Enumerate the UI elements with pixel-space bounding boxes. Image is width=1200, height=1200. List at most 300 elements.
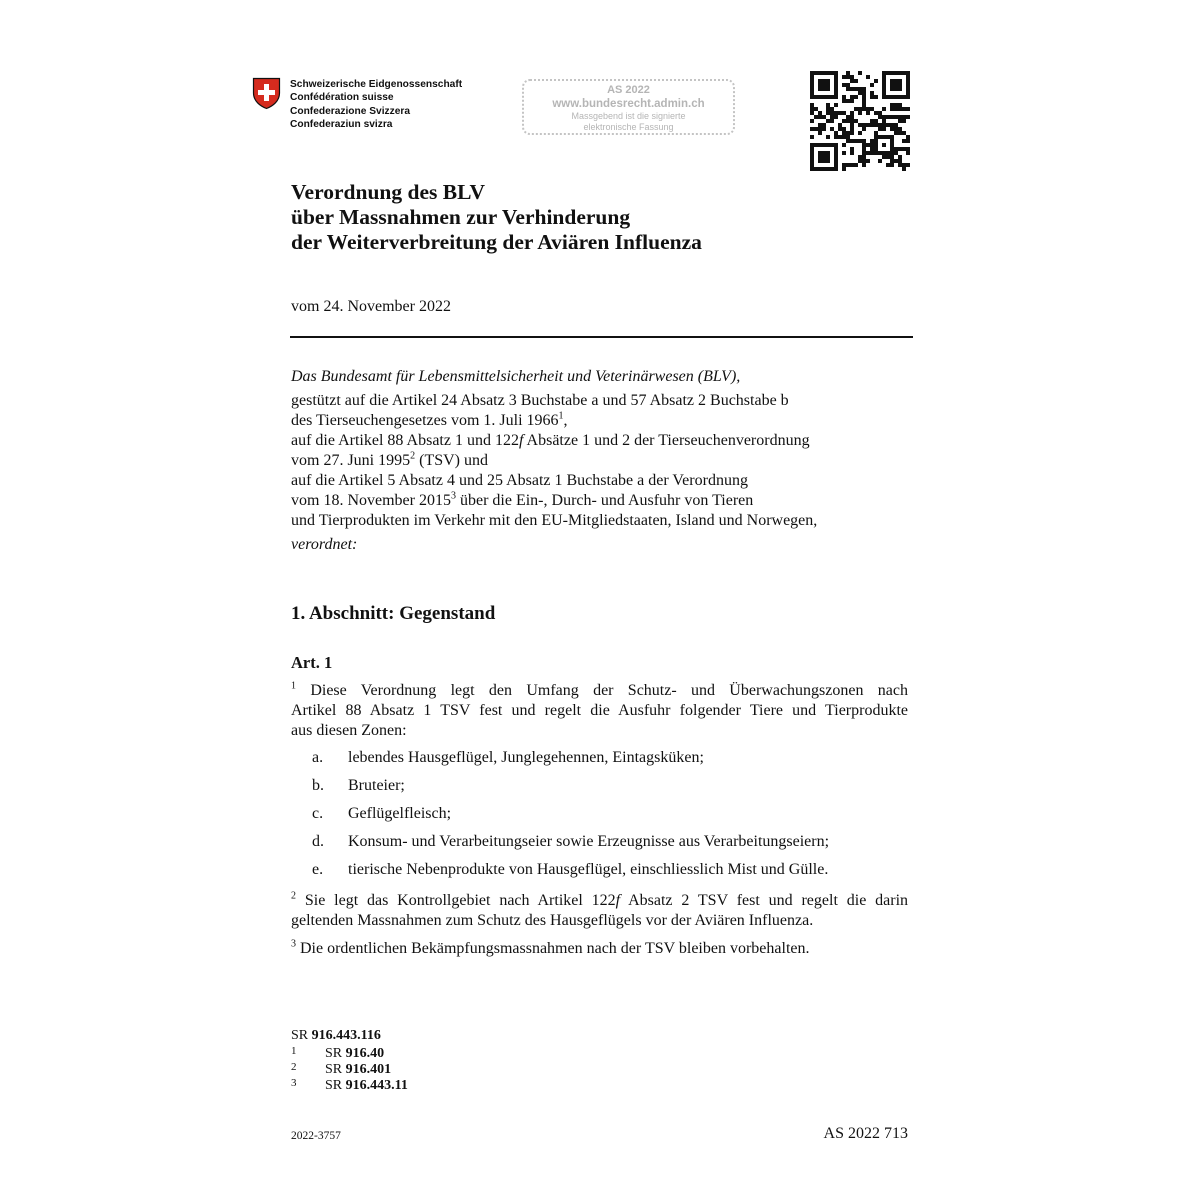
qr-module [878,111,882,115]
list-item-text: Geflügelfleisch; [348,805,452,822]
qr-module [894,159,898,163]
qr-module [818,167,822,171]
footnote-reference[interactable] [325,1046,384,1062]
qr-module [878,127,882,131]
qr-module [906,151,910,155]
qr-module [894,131,898,135]
qr-module [866,123,870,127]
qr-module [906,75,910,79]
qr-module [826,111,830,115]
list-item-text: lebendes Hausgeflügel, Junglegehennen, Eintagsküken; [348,749,704,766]
paragraph-line: Artikel 88 Absatz 1 TSV fest und regelt die Ausfuhr folgender Tiere und Tierprodukte [291,702,908,719]
qr-module [826,167,830,171]
qr-module [842,119,846,123]
paragraph-text: Sie legt das Kontrollgebiet nach Artikel 122 [304,892,616,909]
qr-module [822,159,826,163]
footnote-number: 1 [291,1045,297,1057]
qr-module [818,115,822,119]
qr-module [862,91,866,95]
qr-module [878,151,882,155]
qr-module [894,83,898,87]
qr-module [862,159,866,163]
qr-module [858,91,862,95]
qr-module [890,79,894,83]
qr-module [810,163,814,167]
qr-module [850,151,854,155]
qr-module [826,151,830,155]
qr-module [826,71,830,75]
qr-module [870,91,874,95]
qr-module [882,83,886,87]
qr-module [822,87,826,91]
qr-module [898,159,902,163]
list-item-text: tierische Nebenprodukte von Hausgeflügel, einschliesslich Mist und Gülle. [348,861,829,878]
qr-module [850,123,854,127]
sr-prefix: SR [291,1028,312,1043]
preamble-text: (TSV) und [415,452,489,469]
qr-module [830,95,834,99]
qr-module [818,131,822,135]
preamble-line: auf die Artikel 5 Absatz 4 und 25 Absatz 1 Buchstabe a der Verordnung [291,472,748,489]
qr-module [842,151,846,155]
preamble-text: vom 27. Juni 1995 [291,452,411,469]
paragraph-text: Diese Verordnung legt den Umfang der Schutz- und Überwachungszonen nach [310,682,908,699]
qr-module [878,135,882,139]
qr-module [890,103,894,107]
qr-module [818,71,822,75]
section-heading: 1. Abschnitt: Gegenstand [291,603,496,624]
qr-module [846,135,850,139]
footnote-marker[interactable]: 3 [450,490,456,502]
qr-module [890,71,894,75]
qr-module [818,123,822,127]
qr-module [830,119,834,123]
paragraph-line [291,939,908,959]
qr-module [834,147,838,151]
qr-module [906,115,910,119]
qr-module [890,151,894,155]
qr-module [906,87,910,91]
qr-module [826,143,830,147]
qr-module [814,71,818,75]
footnote-sr: 916.40 [345,1046,385,1061]
qr-module [894,95,898,99]
qr-module [882,155,886,159]
qr-module [810,151,814,155]
footnote-marker[interactable]: 1 [558,410,564,422]
list-item-letter: a. [312,749,324,766]
qr-module [858,155,862,159]
paragraph-line [291,681,908,701]
qr-module [810,107,814,111]
stamp-website: www.bundesrecht.admin.ch [552,98,705,110]
qr-module [830,107,834,111]
qr-module [870,147,874,151]
qr-module [886,163,890,167]
qr-module [854,163,858,167]
qr-module [866,151,870,155]
official-collection-reference: AS 2022 713 [823,1125,908,1142]
qr-module [882,119,886,123]
qr-module [870,139,874,143]
qr-module [898,87,902,91]
qr-module [866,143,870,147]
qr-module [830,127,834,131]
qr-module [842,143,846,147]
qr-module [878,123,882,127]
qr-module [834,163,838,167]
qr-module [862,103,866,107]
qr-module [822,83,826,87]
qr-module [862,155,866,159]
qr-module [902,95,906,99]
article-paragraph-2 [291,891,908,931]
qr-module [874,131,878,135]
qr-module [850,111,854,115]
qr-module [810,91,814,95]
list-item-text: Konsum- und Verarbeitungseier sowie Erzeugnisse aus Verarbeitungseiern; [348,833,830,850]
qr-module [890,143,894,147]
paragraph-number: 3 [291,938,296,950]
qr-module [890,83,894,87]
qr-module [822,79,826,83]
qr-module [906,139,910,143]
qr-module [894,147,898,151]
qr-module [822,123,826,127]
title-line-2: über Massnahmen zur Verhinderung [291,205,631,229]
qr-module [874,111,878,115]
qr-module [890,163,894,167]
qr-module [854,119,858,123]
qr-module [838,127,842,131]
qr-module [830,115,834,119]
qr-module [858,139,862,143]
paragraph-number: 1 [291,680,296,692]
qr-module [882,135,886,139]
qr-module [826,159,830,163]
qr-module [866,111,870,115]
footnote-prefix: SR [325,1078,346,1093]
qr-module [862,163,866,167]
qr-module [814,107,818,111]
qr-module [834,115,838,119]
qr-module [850,131,854,135]
qr-module [898,83,902,87]
qr-module [870,143,874,147]
qr-module [858,71,862,75]
qr-module [906,107,910,111]
qr-module [830,143,834,147]
qr-module [854,79,858,83]
footnote-prefix: SR [325,1046,346,1061]
qr-module [870,83,874,87]
qr-module [858,107,862,111]
preamble-text: auf die Artikel 88 Absatz 1 und 122 [291,432,519,449]
qr-module [898,115,902,119]
qr-module [878,159,882,163]
qr-module [834,143,838,147]
qr-module [898,163,902,167]
qr-module [834,103,838,107]
qr-module [890,147,894,151]
preamble-decrees: verordnet: [291,536,358,553]
qr-module [882,107,886,111]
qr-module [862,123,866,127]
qr-module [810,167,814,171]
qr-module [818,79,822,83]
qr-module [834,83,838,87]
title-divider [290,336,913,338]
qr-module [898,119,902,123]
qr-module [862,95,866,99]
qr-module [866,75,870,79]
qr-module [810,135,814,139]
qr-module [858,131,862,135]
footnote-reference[interactable] [325,1062,391,1078]
preamble-text: des Tierseuchengesetzes vom 1. Juli 1966 [291,412,559,429]
qr-module [902,107,906,111]
qr-module [894,107,898,111]
qr-module [826,87,830,91]
qr-module [842,135,846,139]
qr-module [838,111,842,115]
qr-module [818,151,822,155]
preamble-line: gestützt auf die Artikel 24 Absatz 3 Buchstabe a und 57 Absatz 2 Buchstabe b [291,392,789,409]
qr-module [898,155,902,159]
paragraph-text: f [615,892,621,909]
paragraph-text: Die ordentlichen Bekämpfungsmassnahmen nach der TSV bleiben vorbehalten. [300,940,810,957]
list-item-text: Bruteier; [348,777,405,794]
qr-module [834,151,838,155]
qr-module [846,139,850,143]
stamp-collection: AS 2022 [607,84,650,96]
qr-module [894,151,898,155]
qr-module [834,87,838,91]
confederation-name-rm: Confederaziun svizra [290,118,393,130]
qr-module [862,147,866,151]
qr-module [850,79,854,83]
qr-module [834,95,838,99]
qr-module [902,131,906,135]
qr-module [906,147,910,151]
qr-module [898,127,902,131]
qr-module [882,71,886,75]
qr-module [898,71,902,75]
qr-module [886,95,890,99]
preamble-text: vom 18. November 2015 [291,492,451,509]
article-paragraph-1 [291,681,908,741]
qr-module [814,167,818,171]
qr-module [886,151,890,155]
qr-module [890,135,894,139]
footnote-prefix: SR [325,1062,346,1077]
qr-module [810,71,814,75]
qr-module [814,127,818,131]
qr-module [846,131,850,135]
qr-module [906,79,910,83]
qr-module [886,115,890,119]
qr-module [882,87,886,91]
qr-module [834,135,838,139]
qr-module [838,123,842,127]
stamp-note-2: elektronische Fassung [583,122,674,132]
footnote-number: 2 [291,1061,297,1073]
qr-module [834,155,838,159]
qr-module [902,147,906,151]
qr-module [842,127,846,131]
sr-number: 916.443.116 [311,1028,381,1043]
qr-module [810,147,814,151]
footnote-reference[interactable] [325,1078,408,1094]
preamble-text: , [563,412,568,429]
qr-module [894,103,898,107]
qr-module [874,147,878,151]
qr-module [818,83,822,87]
qr-module [894,123,898,127]
qr-module [858,159,862,163]
qr-module [846,99,850,103]
qr-module [862,151,866,155]
qr-module [882,95,886,99]
qr-module [874,135,878,139]
qr-module [850,139,854,143]
qr-module [894,87,898,91]
qr-module [870,107,874,111]
qr-module [834,167,838,171]
qr-module [906,91,910,95]
qr-module [898,147,902,151]
paragraph-text: Absatz 2 TSV fest und regelt die darin [620,892,909,909]
qr-module [822,115,826,119]
qr-module [834,111,838,115]
qr-module [834,71,838,75]
qr-module [870,151,874,155]
qr-module [842,75,846,79]
list-item-letter: c. [312,805,324,822]
qr-module [882,79,886,83]
preamble-text: f [518,432,524,449]
qr-module [862,143,866,147]
qr-module [894,127,898,131]
qr-module [850,75,854,79]
preamble-line [291,491,911,511]
list-item-letter: e. [312,861,324,878]
ordinance-title [291,180,702,255]
qr-module [882,115,886,119]
footnote-marker[interactable]: 2 [410,450,416,462]
qr-module [842,95,846,99]
qr-module [826,95,830,99]
qr-module [886,135,890,139]
qr-module [854,139,858,143]
qr-module [894,115,898,119]
qr-module [858,87,862,91]
qr-module [834,75,838,79]
qr-module [866,107,870,111]
qr-module [858,111,862,115]
qr-module [810,75,814,79]
qr-module [862,99,866,103]
article-heading: Art. 1 [291,653,333,672]
qr-module [826,135,830,139]
qr-module [886,123,890,127]
qr-module [906,71,910,75]
qr-module [810,103,814,107]
qr-module [890,87,894,91]
qr-module [862,139,866,143]
qr-module [898,107,902,111]
preamble-line [291,451,911,471]
qr-module [846,75,850,79]
qr-module [818,111,822,115]
preamble-line [291,431,911,451]
qr-module [818,95,822,99]
qr-module [822,143,826,147]
qr-module [882,127,886,131]
qr-module [818,155,822,159]
qr-module [850,87,854,91]
qr-module [810,119,814,123]
paragraph-line: aus diesen Zonen: [291,722,407,739]
qr-module [890,127,894,131]
qr-module [862,127,866,131]
qr-module [874,79,878,83]
qr-module [874,151,878,155]
qr-module [842,99,846,103]
qr-module [830,71,834,75]
qr-module [906,83,910,87]
qr-module [854,95,858,99]
qr-module [814,115,818,119]
qr-module [890,115,894,119]
qr-module [886,155,890,159]
systematic-collection-number [291,1028,381,1044]
qr-module [898,79,902,83]
qr-module [874,143,878,147]
qr-module [882,143,886,147]
qr-module [890,155,894,159]
footnote-sr: 916.443.11 [345,1078,408,1093]
qr-module [902,119,906,123]
qr-module [822,95,826,99]
qr-module [810,79,814,83]
qr-module [902,71,906,75]
qr-module [846,83,850,87]
qr-module [814,95,818,99]
official-publication-stamp [522,79,735,135]
article-paragraph-3 [291,939,908,959]
qr-module [842,163,846,167]
qr-module [846,115,850,119]
qr-module [822,71,826,75]
qr-module [842,131,846,135]
preamble-line: und Tierprodukten im Verkehr mit den EU-Mitgliedstaaten, Island und Norwegen, [291,512,818,529]
preamble-line [291,411,911,431]
qr-module [826,83,830,87]
qr-module [866,159,870,163]
qr-module [874,139,878,143]
qr-module [878,115,882,119]
preamble-text: über die Ein-, Durch- und Ausfuhr von Tieren [455,492,754,509]
qr-module [890,95,894,99]
list-item-letter: b. [312,777,324,794]
qr-module [826,107,830,111]
qr-module [874,123,878,127]
preamble-text: Absätze 1 und 2 der Tierseuchenverordnung [523,432,810,449]
confederation-name-fr: Confédération suisse [290,92,394,104]
qr-module [846,71,850,75]
qr-module [842,83,846,87]
